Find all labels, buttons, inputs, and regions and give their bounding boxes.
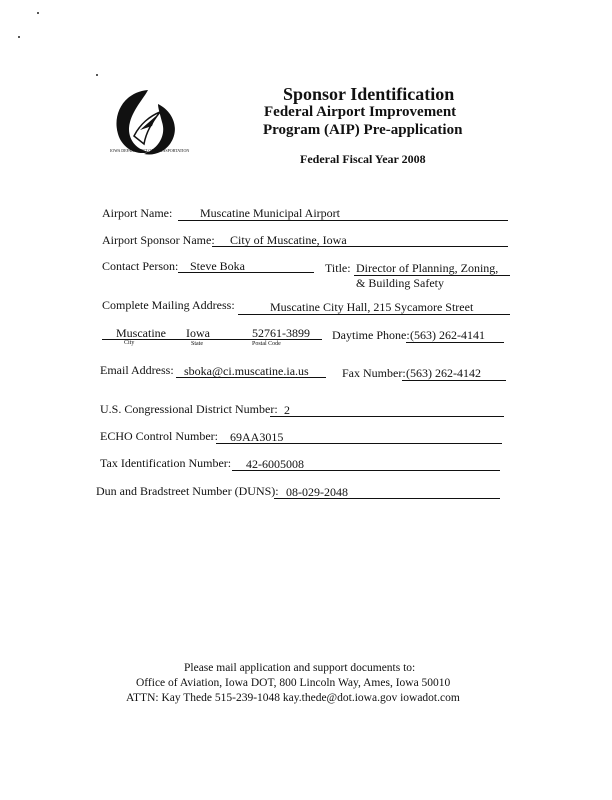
day-phone-line — [406, 342, 504, 343]
sponsor-value: City of Muscatine, Iowa — [230, 233, 347, 247]
email-value: sboka@ci.muscatine.ia.us — [184, 364, 309, 378]
state-value: Iowa — [186, 326, 210, 340]
title-value-line-2: & Building Safety — [356, 276, 444, 290]
contact-value: Steve Boka — [190, 259, 245, 273]
sponsor-label: Airport Sponsor Name: — [102, 233, 215, 247]
duns-label: Dun and Bradstreet Number (DUNS): — [96, 484, 279, 498]
fax-line — [402, 380, 506, 381]
mailing-label: Complete Mailing Address: — [102, 298, 235, 312]
scan-speck — [18, 36, 20, 38]
city-caption: City — [124, 340, 135, 346]
day-phone-value: (563) 262-4141 — [410, 328, 485, 342]
tax-value: 42-6005008 — [246, 457, 304, 471]
scan-speck — [37, 12, 39, 14]
state-caption: State — [191, 341, 203, 347]
fax-label: Fax Number: — [342, 366, 406, 380]
district-label: U.S. Congressional District Number: — [100, 402, 278, 416]
fax-value: (563) 262-4142 — [406, 366, 481, 380]
duns-value: 08-029-2048 — [286, 485, 348, 499]
city-value: Muscatine — [116, 326, 166, 340]
echo-line — [216, 443, 502, 444]
echo-value: 69AA3015 — [230, 430, 284, 444]
duns-line — [274, 498, 500, 499]
fiscal-year: Federal Fiscal Year 2008 — [300, 152, 426, 166]
subtitle-line-2: Program (AIP) Pre-application — [263, 122, 463, 138]
subtitle-line-1: Federal Airport Improvement — [264, 104, 457, 120]
contact-label: Contact Person: — [102, 259, 179, 273]
email-label: Email Address: — [100, 363, 174, 377]
sponsor-line — [212, 246, 508, 247]
mailing-value: Muscatine City Hall, 215 Sycamore Street — [270, 300, 474, 314]
district-value: 2 — [284, 403, 290, 417]
footer-line-2: Office of Aviation, Iowa DOT, 800 Lincoln Way, Ames, Iowa 50010 — [136, 677, 451, 689]
iowa-dot-logo-icon — [104, 86, 188, 166]
page-title: Sponsor Identification — [283, 84, 455, 104]
airport-name-value: Muscatine Municipal Airport — [200, 206, 340, 220]
district-line — [270, 416, 504, 417]
mailing-line — [238, 314, 510, 315]
zip-caption: Postal Code — [252, 341, 281, 347]
logo-text: IOWA DEPARTMENT OF TRANSPORTATION — [110, 148, 190, 153]
airport-name-label: Airport Name: — [102, 206, 173, 220]
title-value-line-1: Director of Planning, Zoning, — [356, 261, 499, 275]
airport-name-line — [178, 220, 508, 221]
day-phone-label: Daytime Phone: — [332, 328, 410, 342]
tax-label: Tax Identification Number: — [100, 456, 232, 470]
title-label: Title: — [325, 261, 351, 275]
zip-value: 52761-3899 — [252, 326, 310, 340]
echo-label: ECHO Control Number: — [100, 429, 218, 443]
footer-line-3: ATTN: Kay Thede 515-239-1048 kay.thede@dot.iowa.gov iowadot.com — [126, 692, 460, 704]
email-line — [176, 377, 326, 378]
footer-line-1: Please mail application and support documents to: — [184, 662, 416, 674]
iowa-dot-logo — [104, 86, 188, 166]
contact-line — [178, 272, 314, 273]
city-state-zip-line — [102, 339, 322, 340]
scan-speck — [96, 74, 98, 76]
tax-line — [232, 470, 500, 471]
